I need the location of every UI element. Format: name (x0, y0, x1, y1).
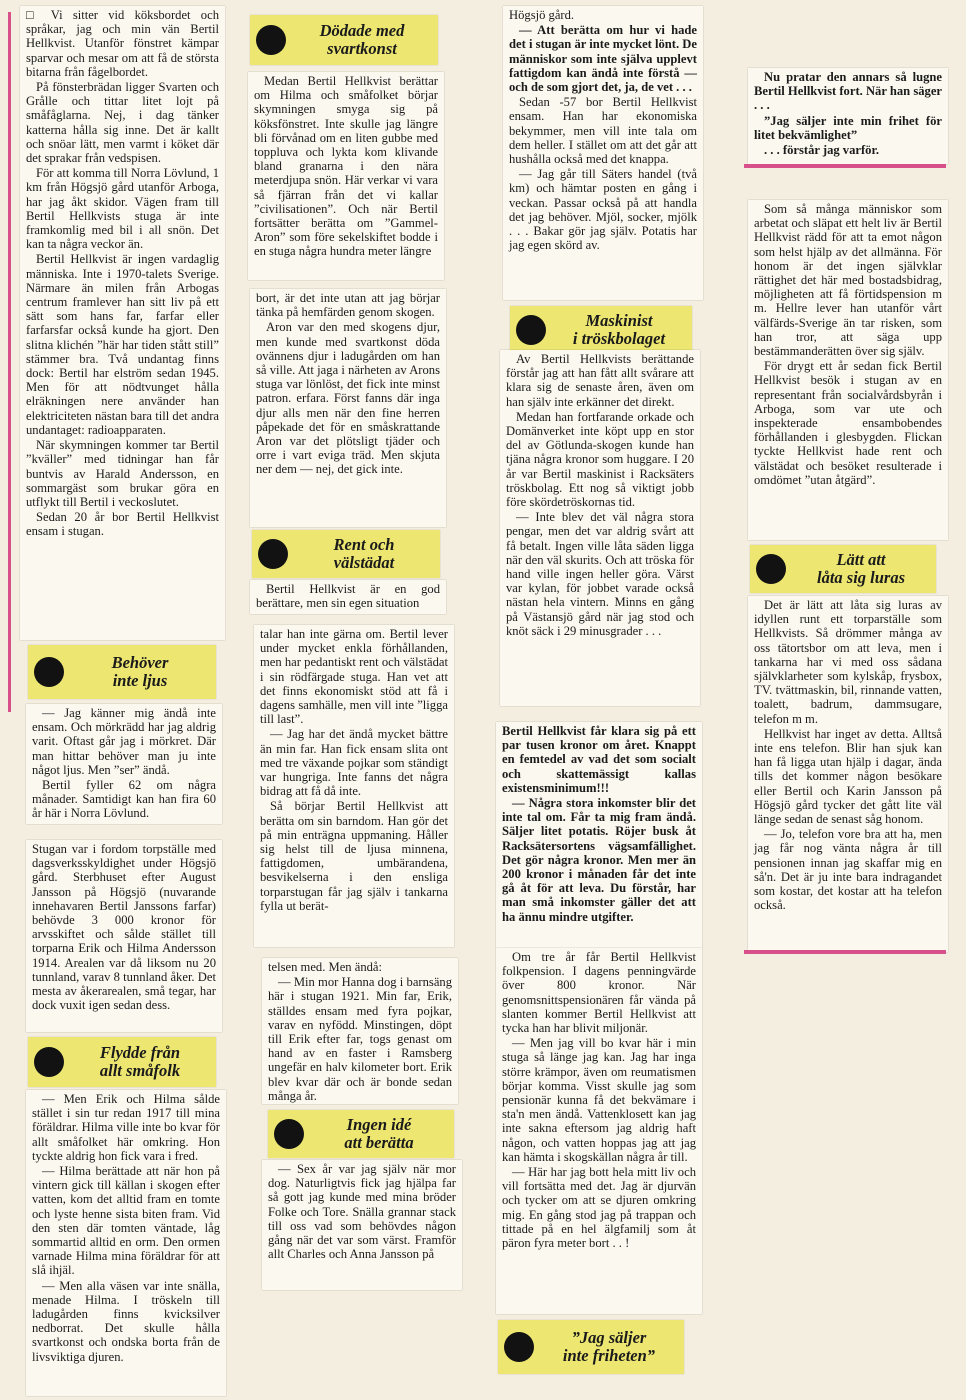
paragraph: telsen med. Men ändå: (268, 960, 383, 974)
paragraph: — Jag har det ändå mycket bättre än min far. Han fick ensam slita ont med tre växande pojkar som ständigt var hungriga. Inte fanns det några bidrag att få då inte. (260, 727, 448, 799)
clip-col4-c (748, 596, 948, 952)
paragraph: — Sex år var jag själv när mor dog. Naturligtvis fick jag hjälpa far så gott jag kunde med mina bröder Folke och Tore. Snälla grannar stack till oss vad som behövdes någon gång när det var som värst. Framför allt Charles och Anna Jansson på (268, 1162, 456, 1262)
paragraph: bort, är det inte utan att jag börjar tänka på hemfärden genom skogen. (256, 291, 440, 320)
clip-col2-c (250, 580, 446, 614)
paragraph: Aron var den med skogens djur, men kunde med svartkonst döda ovännens djur i ladugården om han så ville. Att jaga i närheten av Arons stuga var lönlöst, det fick inte minst patron. erfara. Först fanns där inga djur alls men när den fine herren påpekade det för en småskrattande Aron var det plötsligt tjäder och orre i vart eviga träd. Men skjuta ner dem — nej, det gick inte. (256, 320, 440, 477)
accent-rule (744, 950, 946, 954)
paragraph: Så börjar Bertil Hellkvist att berätta om sin barndom. Han gör det på min enträgna uppmaning. Håller sig helst till de ljusa minnena, fattigdomen, umbärandena, besvikelserna i den ensliga torparstugan får jag själv i tankarna fylla ut berät- (260, 799, 448, 913)
clip-col1-d (26, 1090, 226, 1396)
paragraph: Högsjö gård. (509, 8, 575, 22)
paragraph: — Här har jag bott hela mitt liv och vill fortsätta med det. Jag är djurvän och tycker om att se djuren omkring mig. En gång stod jag på trappan och tittade på en hel älgfamilj som åt päron fyra meter bort . . ! (502, 1165, 696, 1251)
paragraph: ”Jag säljer inte min frihet för litet bekvämlighet” (754, 113, 942, 142)
subheading-latt-att-lata-sig-luras: Lätt att låta sig luras (750, 545, 936, 593)
clip-col3-b (500, 350, 700, 706)
paragraph: — Att berätta om hur vi hade det i stugan är inte mycket lönt. De människor som inte själva upplevt fattigdom kan ändå inte förstå — och de som gjort det, ja, de vet . . . (509, 23, 697, 95)
paragraph: Bertil Hellkvist får klara sig på ett par tusen kronor om året. Knappt en femtedel av vad det som socialt och skattemässigt kallas existensminimum!!! (502, 724, 696, 795)
paragraph: På fönsterbrädan ligger Svarten och Grålle och tittar litet lojt på småfåglarna. Nej, i dag tänker katterna hålla sig inne. Det är kallt och snöar lätt, men varmt i köket där det sprakar från vedspisen. (26, 80, 219, 166)
subheading-ingen-ide-att-beratta: Ingen idé att berätta (268, 1110, 454, 1158)
bullet-dot-icon (516, 315, 546, 345)
clip-col1-a (20, 6, 225, 640)
paragraph: Stugan var i fordom torpställe med dagsverksskyldighet under Högsjö gård. Sterbhuset efter August Jansson på Högsjö (nuvarande innehavaren Bertil Janssons farfar) behövde 3 000 kronor för arvsskiftet och sålde stället till torparna Erik och Hilma Andersson 1914. Arealen var då liksom nu 20 tunnland, varav 8 tunnland åker. Det mesta av åkerarealen, små tegar, har dock vuxit igen sedan dess. (32, 842, 216, 1013)
paragraph: För drygt ett år sedan fick Bertil Hellkvist besök i stugan av en representant från socialvårdsbyrån i Arboga, som var ute och inspekterade ensambobendes förhållanden i glesbygden. Flickan tyckte Hellkvist hade rent och välstädat och besöket resulterade i omdömet ”utan åtgärd”. (754, 359, 942, 487)
paragraph: — Några stora inkomster blir det inte tal om. Får ta mig fram ändå. Säljer litet potatis. Röjer busk åt Racksätersortens vägsamfällighet. Det gör några kronor. Men mer än 200 kronor i månaden får det inte gå åt för att leva. Du förstår, har man små inkomster gäller det att ha ännu mindre utgifter. (502, 796, 696, 924)
bullet-dot-icon (504, 1332, 534, 1362)
paragraph: Medan han fortfarande orkade och Domänverket inte köpt upp en stor del av Götlunda-skogen kunde han tjäna några kronor som huggare. I 20 år var Bertil maskinist i Racksäters tröskbolag. Ett nog så viktigt jobb före skördetröskornas tid. (506, 409, 694, 510)
paragraph: talar han inte gärna om. Bertil lever under mycket enkla förhållanden, men har pedantiskt rent och välstädat i sin rödfärgade stuga. Han vet att det finns ekonomiskt stöd att få i dagens samhälle, men vill inte ”ligga till last”. (260, 627, 448, 727)
paragraph: Bertil fyller 62 om några månader. Samtidigt kan han fira 60 år här i Norra Lövlund. (32, 778, 216, 821)
subheading-flydde-fran-allt-smafolk: Flydde från allt småfolk (28, 1037, 216, 1087)
paragraph: Nu pratar den annars så lugne Bertil Hellkvist fort. När han säger . . . (754, 70, 942, 113)
clip-col1-b (26, 704, 222, 824)
paragraph: — Jo, telefon vore bra att ha, men jag får nog vänta några år till pensionen innan jag skaffar mig en så'n. Det är ju inte bara indragandet som kostar, det kostar att ha telefon också. (754, 827, 942, 913)
paragraph: Det är lätt att låta sig luras av idyllen runt ett torparställe som Hellkvists. Så drömmer många av oss tätortsbor om att leva, men i tankarna har vi med oss sådana självklarheter som kylskåp, frysbox, TV. tvättmaskin, bil, rinnande vatten, toalett, badrum, dammsugare, telefon m m. (754, 598, 942, 726)
paragraph: — Men Erik och Hilma sålde stället i sin tur redan 1917 till mina föräldrar. Hilma ville inte bo kvar för allt småfolket här omkring. Hon tyckte aldrig hon fick vara i fred. (32, 1092, 220, 1163)
subheading-dodade-med-svartkonst: Dödade med svartkonst (250, 15, 438, 65)
subheading-jag-saljer-inte-friheten: ”Jag säljer inte friheten” (498, 1320, 684, 1374)
paragraph: — Min mor Hanna dog i barnsäng här i stugan 1921. Min far, Erik, ställdes ensam med fyra pojkar, varav en nyfödd. Minstingen, döpt till Erik efter far, togs genast om hand av en faster i Ramsberg ungefär en halv kilometer bort. Erik blev kvar där och är bonde sedan många år. (268, 975, 452, 1103)
clip-col3-c (496, 722, 702, 948)
paragraph: Sedan -57 bor Bertil Hellkvist ensam. Han har ekonomiska bekymmer, men vill inte tala om dem heller. I stället om att det går att hushålla också med det knappa. (509, 95, 697, 167)
paragraph: Om tre år får Bertil Hellkvist folkpension. I dagens penningvärde över 800 kronor. När genomsnittspensionären får vända på slanten kommer Bertil Hellkvist att tycka han har blivit miljonär. (502, 950, 696, 1036)
margin-rule (8, 12, 11, 712)
clip-col2-f (262, 1160, 462, 1290)
paragraph: För att komma till Norra Lövlund, 1 km från Högsjö gård utanför Arboga, har jag åkt skidor. Vägen fram till Bertil Hellkvists stuga är inte framkomlig med bil i all snön. Det kan ta några veckor än. (26, 166, 219, 252)
bullet-dot-icon (756, 554, 786, 584)
accent-rule (744, 164, 946, 168)
paragraph: □ Vi sitter vid köksbordet och språkar, jag och min vän Bertil Hellkvist. Utanför fönstret kämpar sparvar och mesar om att få de största bitarna från fågelbordet. (26, 8, 219, 79)
clip-col2-e (262, 958, 458, 1104)
clip-col2-a (248, 72, 444, 280)
bullet-dot-icon (256, 25, 286, 55)
bullet-dot-icon (34, 1047, 64, 1077)
paragraph: Som så många människor som arbetat och släpat ett helt liv är Bertil Hellkvist rädd för att ta emot någon som helst hjälp av det allmänna. För honom är det ingen självklar rättighet det här med bostadsbidrag, möjligheten att få förtidspension m m. Hellre lever han utanför vårt välfärds-Sverige än tar risken, som han tror, att säga upp bestämmanderätten över sig själv. (754, 202, 942, 359)
clip-col1-c (26, 840, 222, 1032)
paragraph: Bertil Hellkvist är ingen vardaglig människa. Inte i 1970-talets Sverige. Närmare än milen från Arbogas centrum framlever han sitt liv på ett sätt som hans far, farfar eller farfarsfar också kunde ha gjort. Den slitna klichén ”här har tiden stått still” stämmer bra. Två undantag finns dock: Bertil har elström sedan 1945. Men för att nödtvunget hålla elräkningen nere använder han elektriciteten nästan bara till det andra undantaget: radioapparaten. (26, 252, 219, 437)
paragraph: — Hilma berättade att när hon på vintern gick till källan i skogen efter vatten, kom det alltid fram en tomte och lyste henne sista biten fram. Vid den sten där tomten väntade, låg sommartid alltid en orm. Den ormen varnade Hilma mina föräldrar för att slå ihjäl. (32, 1164, 220, 1278)
paragraph: Hellkvist har inget av detta. Alltså inte ens telefon. Blir han sjuk kan han få ligga utan hjälp i dagar, ända tills det kommer någon besökare eller Bertil och Karin Jansson på Högsjö gård tycker det gått lite väl länge sedan de senast såg honom. (754, 726, 942, 827)
paragraph: Medan Bertil Hellkvist berättar om Hilma och småfolket börjar skymningen smyga sig på köksfönstret. Inte skulle jag längre bli förvånad om en liten gubbe med toppluva och lykta kom klivande bland granarna i den nära meterdjupa snön. Här verkar vi vara så fjärran från det vi kallar ”civilisationen”. Och när Bertil fortsätter berätta om ”Gammel-Aron” som före sekelskiftet bodde i en stuga några hundra meter längre (254, 74, 438, 259)
bullet-dot-icon (274, 1119, 304, 1149)
paragraph: . . . förstår jag varför. (764, 143, 880, 158)
clip-col3-d (496, 948, 702, 1314)
paragraph: — Men jag vill bo kvar här i min stuga så länge jag kan. Jag har inga större krämpor, även om reumatismen börjar komma. Visst skulle jag som pensionär kunna få det bekvämare i sta'n men ändå. Vattenklosett kan jag inte sakna eftersom jag aldrig haft någon, och vatten hoppas jag att jag kan hämta i skogskällan några år till. (502, 1036, 696, 1164)
bullet-dot-icon (258, 539, 288, 569)
paragraph: När skymningen kommer tar Bertil ”kväller” med tidningar han får buntvis av Harald Andersson, en sommargäst som brukar göra en utflykt till Bertil i veckoslutet. (26, 438, 219, 509)
clip-col3-a (503, 6, 703, 300)
subheading-behover-inte-ljus: Behöver inte ljus (28, 645, 216, 699)
paragraph: Sedan 20 år bor Bertil Hellkvist ensam i stugan. (26, 510, 219, 539)
paragraph: — Jag känner mig ändå inte ensam. Och mörkrädd har jag aldrig varit. Oftast går jag i mörkret. Där man hittar behöver man ju inte något ljus. Men ”ser” ändå. (32, 706, 216, 777)
paragraph: — Inte blev det väl några stora pengar, men det var aldrig svårt att få betalt. Ingen ville låta säden ligga när den väl skurits. Och att tröska för hand ville ingen heller göra. Värst var kylan, för jobbet varade också nästan hela vintern. Minns en gång på Västansjö gård när jag stod och knöt säck i 29 minusgrader . . . (506, 510, 694, 638)
clip-col2-b (250, 289, 446, 527)
clip-col2-d (254, 625, 454, 947)
subheading-rent-och-valstadat: Rent och välstädat (252, 530, 440, 578)
bullet-dot-icon (34, 657, 64, 687)
paragraph: — Men alla väsen var inte snälla, menade Hilma. I tröskeln till ladugården finns kvicksilver nedborrat. Det skulle hålla svartkonst och ondska borta från de livsviktiga djuren. (32, 1278, 220, 1364)
clip-col4-a (748, 68, 948, 164)
clip-col4-b (748, 200, 948, 540)
paragraph: Av Bertil Hellkvists berättande förstår jag att han fått allt svårare att klara sig de senaste åren, även om han själv inte erkänner det direkt. (506, 352, 694, 409)
paragraph: Bertil Hellkvist är en god berättare, men sin egen situation (256, 582, 440, 611)
subheading-maskinist-i-troskbolaget: Maskinist i tröskbolaget (510, 306, 692, 354)
paragraph: — Jag går till Säters handel (två km) och hämtar posten en gång i veckan. Passar också på att handla det jag behöver. Mjöl, socker, mjölk . . . Bakar gör jag själv. Potatis har jag egen skörd av. (509, 167, 697, 253)
